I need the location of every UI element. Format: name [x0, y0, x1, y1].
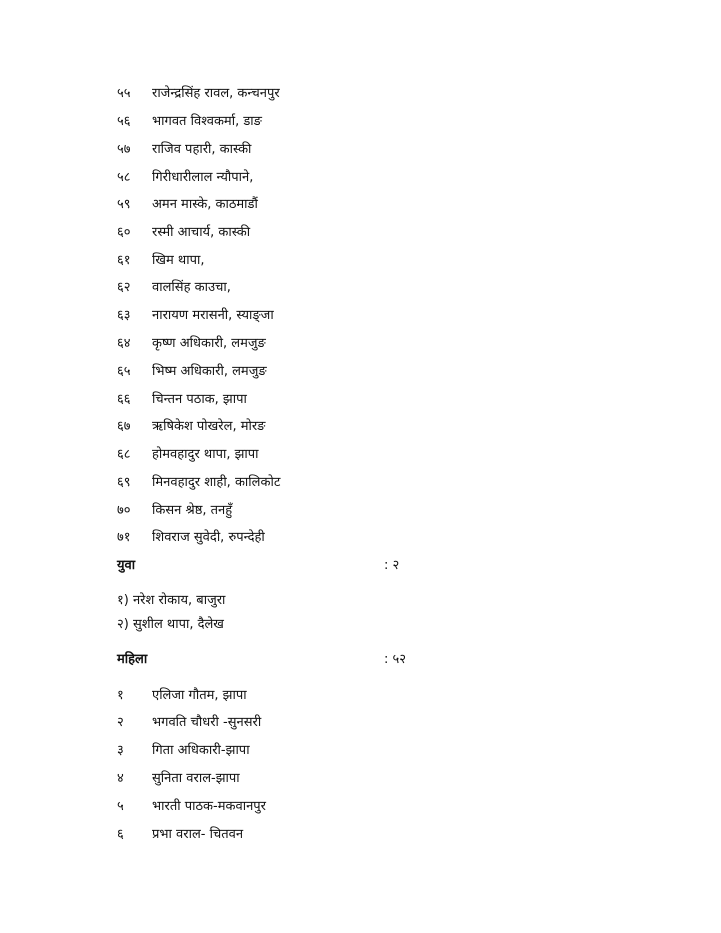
- list-item: २) सुशील थापा, दैलेख: [117, 617, 224, 632]
- item-name: होमवहादुर थापा, झापा: [152, 447, 259, 462]
- item-name: अमन मास्के, काठमाडौं: [152, 197, 258, 212]
- item-name: खिम थापा,: [152, 253, 205, 268]
- item-number: ३: [117, 743, 124, 758]
- item-name: भारती पाठक-मकवानपुर: [152, 799, 266, 814]
- item-name: एलिजा गौतम, झापा: [152, 688, 247, 703]
- section-heading-mahila: महिला: [117, 652, 148, 667]
- section-count-mahila: : ५२: [384, 652, 407, 667]
- item-number: ७१: [117, 530, 131, 545]
- item-name: चिन्तन पठाक, झापा: [152, 392, 247, 407]
- item-name: प्रभा वराल- चितवन: [152, 827, 244, 842]
- item-name: राजिव पहारी, कास्की: [152, 142, 252, 157]
- item-name: ऋषिकेश पोखरेल, मोरङ: [152, 419, 266, 434]
- item-name: सुनिता वराल-झापा: [152, 771, 240, 786]
- item-number: ७०: [117, 503, 131, 518]
- item-number: ६४: [117, 336, 131, 351]
- item-name: वालसिंह काउचा,: [152, 280, 231, 295]
- item-name: राजेन्द्रसिंह रावल, कन्चनपुर: [152, 86, 280, 101]
- item-number: ६८: [117, 447, 131, 462]
- item-number: ५: [117, 799, 124, 814]
- item-number: ६५: [117, 364, 131, 379]
- section-count-yuva: : २: [384, 558, 400, 573]
- item-number: ६७: [117, 419, 131, 434]
- item-number: ६१: [117, 253, 131, 268]
- item-name: किसन श्रेष्ठ, तनहुँ: [152, 503, 233, 518]
- item-name: शिवराज सुवेदी, रुपन्देही: [152, 530, 265, 545]
- item-number: ६६: [117, 392, 131, 407]
- item-number: ४: [117, 771, 124, 786]
- section-heading-yuva: युवा: [117, 558, 136, 573]
- item-name: नारायण मरासनी, स्याङ्जा: [152, 308, 274, 323]
- item-name: भगवति चौधरी -सुनसरी: [152, 715, 262, 730]
- item-number: ६०: [117, 225, 131, 240]
- item-number: ६: [117, 827, 124, 842]
- item-name: भागवत विश्वकर्मा, डाङ: [152, 114, 262, 129]
- item-number: ६९: [117, 475, 131, 490]
- item-number: ५९: [117, 197, 131, 212]
- item-name: गिता अधिकारी-झापा: [152, 743, 250, 758]
- item-number: २: [117, 715, 124, 730]
- item-name: मिनवहादुर शाही, कालिकोट: [152, 475, 281, 490]
- item-name: रस्मी आचार्य, कास्की: [152, 225, 251, 240]
- item-number: ५७: [117, 142, 131, 157]
- item-number: १: [117, 688, 124, 703]
- list-item: १) नरेश रोकाय, बाजुरा: [117, 593, 226, 608]
- item-number: ५६: [117, 114, 131, 129]
- item-number: ६२: [117, 280, 131, 295]
- item-name: कृष्ण अधिकारी, लमजुङ: [152, 336, 266, 351]
- item-number: ६३: [117, 308, 131, 323]
- item-name: भिष्म अधिकारी, लमजुङ: [152, 364, 267, 379]
- item-name: गिरीधारीलाल न्यौपाने,: [152, 170, 254, 185]
- item-number: ५५: [117, 86, 131, 101]
- item-number: ५८: [117, 170, 131, 185]
